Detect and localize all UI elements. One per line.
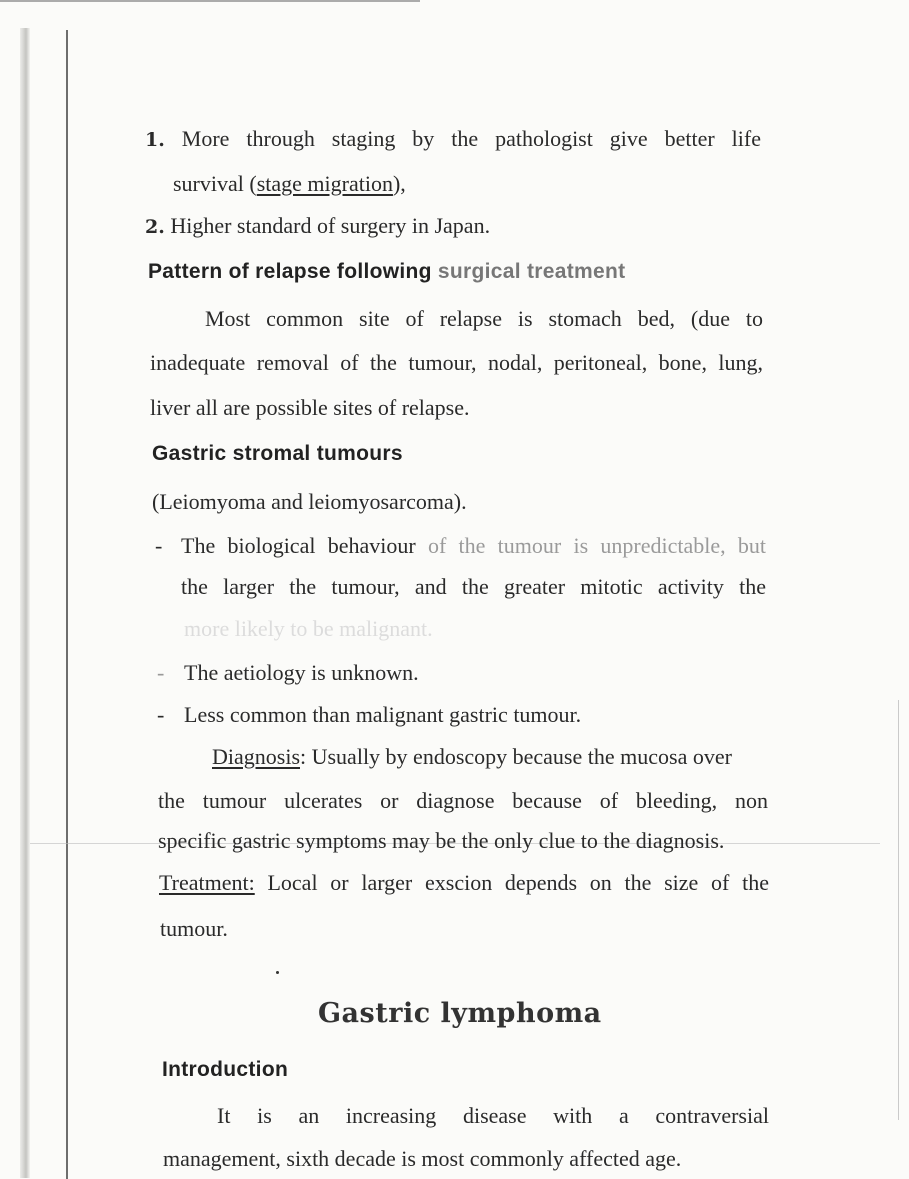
stromal-heading: Gastric stromal tumours [152, 442, 403, 465]
stromal-subtitle: (Leiomyoma and leiomyosarcoma). [152, 489, 467, 514]
relapse-para-line3: liver all are possible sites of relapse. [150, 395, 470, 420]
page-left-border [66, 30, 68, 1179]
treatment-line2: tumour. [160, 916, 228, 941]
introduction-heading: Introduction [162, 1058, 289, 1081]
diagnosis-line2: the tumour ulcerates or diagnose because of bleeding, non [158, 788, 768, 813]
page-right-edge [898, 700, 899, 1120]
list-item-2: 2. Higher standard of surgery in Japan. [145, 213, 491, 238]
bullet-dash-1: - [155, 533, 163, 558]
relapse-para-line2: inadequate removal of the tumour, nodal, peritoneal, bone, lung, [150, 350, 763, 375]
relapse-heading: Pattern of relapse following surgical treatment [148, 260, 626, 283]
page-top-edge [0, 0, 420, 2]
bullet-2: The aetiology is unknown. [184, 660, 419, 685]
diagnosis-line3: specific gastric symptoms may be the only clue to the diagnosis. [158, 828, 725, 853]
bullet-dash-3: - [157, 702, 165, 727]
intro-line1: It is an increasing disease with a contraversial [217, 1103, 769, 1128]
page-scan-shadow [20, 28, 30, 1178]
bullet-1-line1: The biological behaviour of the tumour is unpredictable, but [181, 533, 766, 558]
list-item-1: 1. More through staging by the pathologist give better life [145, 126, 761, 151]
intro-line2: management, sixth decade is most commonly affected age. [163, 1146, 682, 1171]
bullet-1-line2: the larger the tumour, and the greater mitotic activity the [181, 574, 766, 599]
bullet-dash-2: - [157, 660, 165, 685]
stage-migration-term: stage migration [256, 171, 393, 196]
speck [276, 971, 279, 974]
relapse-para-line1: Most common site of relapse is stomach bed, (due to [205, 306, 763, 331]
bullet-3: Less common than malignant gastric tumour. [184, 702, 582, 727]
lymphoma-title: Gastric lymphoma [318, 998, 602, 1029]
treatment-label: Treatment: [159, 870, 255, 895]
treatment-line1: Treatment: Local or larger exscion depends on the size of the [159, 870, 769, 895]
diagnosis-line1: Diagnosis: Usually by endoscopy because the mucosa over [212, 744, 732, 769]
bullet-1-line3: more likely to be malignant. [184, 616, 433, 641]
list-item-1-continuation: survival (stage migration), [173, 171, 406, 196]
diagnosis-label: Diagnosis [212, 744, 300, 769]
